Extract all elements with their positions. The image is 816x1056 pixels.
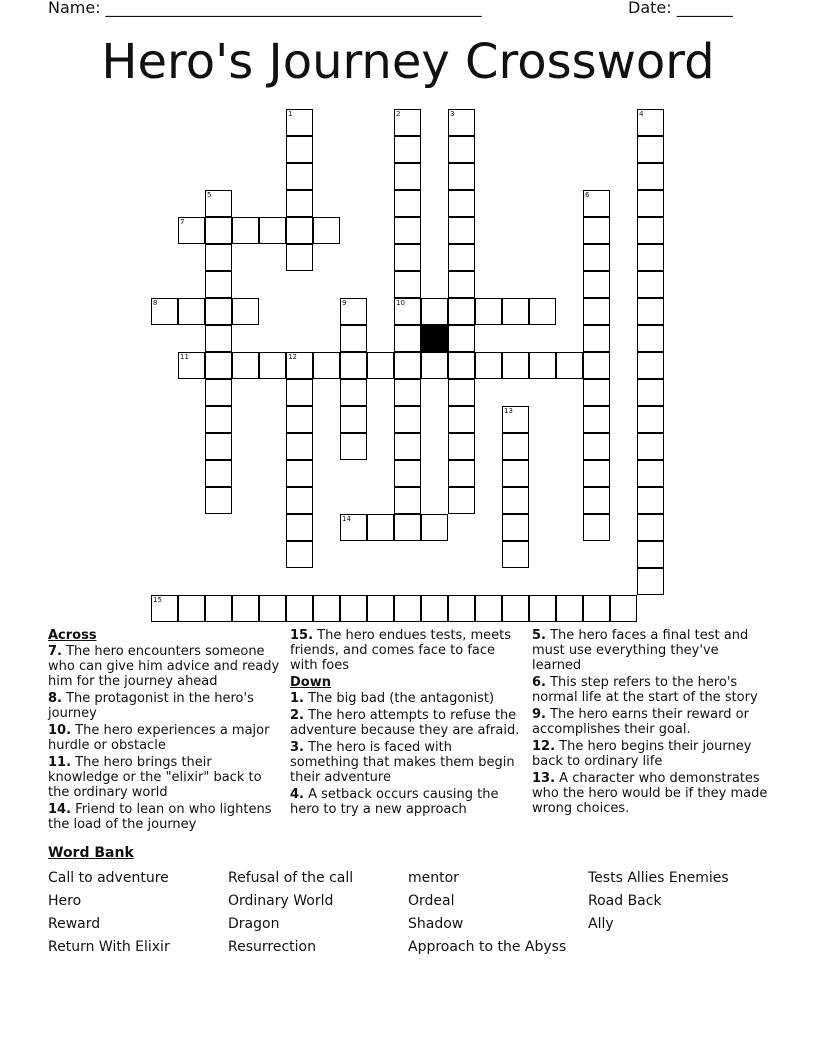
crossword-cell[interactable] (637, 298, 664, 325)
crossword-grid (151, 109, 644, 625)
clue-text: The hero endues tests, meets friends, and comes face to face with foes (290, 628, 512, 673)
crossword-cell[interactable] (637, 217, 664, 244)
crossword-cell[interactable] (205, 352, 232, 379)
crossword-cell[interactable] (205, 190, 232, 217)
word-bank-item: Ordinary World (228, 893, 334, 909)
word-bank-item: Shadow (408, 916, 464, 932)
crossword-cell[interactable] (394, 244, 421, 271)
clue-item (532, 771, 768, 816)
crossword-cell[interactable] (421, 514, 448, 541)
crossword-cell[interactable] (178, 352, 205, 379)
clue-number: 9 (342, 299, 347, 307)
clue-number: 14 (342, 515, 351, 523)
clue-text: The hero encounters someone who can give him advice and ready him for the journey ahead (48, 644, 280, 689)
clue-num: 1. (290, 691, 304, 706)
crossword-cell[interactable] (232, 217, 259, 244)
crossword-cell[interactable] (448, 136, 475, 163)
crossword-cell[interactable] (637, 109, 664, 136)
crossword-cell[interactable] (637, 487, 664, 514)
crossword-cell[interactable] (394, 163, 421, 190)
clue-number: 3 (450, 110, 455, 118)
crossword-cell[interactable] (502, 487, 529, 514)
date-field[interactable]: Date: _______ (628, 0, 733, 17)
crossword-cell[interactable] (340, 298, 367, 325)
crossword-cell[interactable] (448, 595, 475, 622)
header (48, 0, 748, 20)
clue-text: The protagonist in the hero's journey (48, 691, 254, 721)
clue-item (290, 708, 520, 738)
crossword-cell[interactable] (205, 298, 232, 325)
clue-num: 10. (48, 723, 72, 738)
crossword-cell[interactable] (340, 514, 367, 541)
clue-item (532, 707, 768, 737)
clue-text: The hero is faced with something that makes them begin their adventure (290, 740, 515, 785)
crossword-cell[interactable] (151, 298, 178, 325)
word-bank-item: Hero (48, 893, 82, 909)
word-bank-item: Resurrection (228, 939, 316, 955)
crossword-cell[interactable] (394, 298, 421, 325)
word-bank-column-3 (408, 867, 566, 959)
crossword-cell[interactable] (448, 109, 475, 136)
clue-num: 6. (532, 675, 546, 690)
crossword-cell[interactable] (475, 595, 502, 622)
clue-item (290, 691, 520, 706)
crossword-cell[interactable] (394, 487, 421, 514)
black-square (421, 325, 448, 352)
clue-item (48, 802, 284, 832)
word-bank-column-2 (228, 867, 353, 959)
clue-item (532, 739, 768, 769)
crossword-cell[interactable] (286, 163, 313, 190)
crossword-cell[interactable] (637, 163, 664, 190)
clue-num: 8. (48, 691, 62, 706)
clues-column-2 (290, 628, 520, 819)
clue-num: 2. (290, 708, 304, 723)
crossword-cell[interactable] (178, 595, 205, 622)
clue-num: 12. (532, 739, 556, 754)
clue-number: 1 (288, 110, 293, 118)
crossword-cell[interactable] (367, 514, 394, 541)
crossword-cell[interactable] (583, 460, 610, 487)
crossword-cell[interactable] (286, 244, 313, 271)
crossword-cell[interactable] (394, 325, 421, 352)
clue-num: 9. (532, 707, 546, 722)
clue-num: 14. (48, 802, 72, 817)
crossword-cell[interactable] (313, 217, 340, 244)
crossword-cell[interactable] (205, 244, 232, 271)
word-bank-item: Road Back (588, 893, 662, 909)
word-bank-item: Return With Elixir (48, 939, 170, 955)
clue-text: The hero begins their journey back to ordinary life (532, 739, 752, 769)
word-bank-item: Dragon (228, 916, 280, 932)
crossword-cell[interactable] (394, 271, 421, 298)
crossword-cell[interactable] (502, 595, 529, 622)
crossword-cell[interactable] (232, 352, 259, 379)
crossword-cell[interactable] (286, 352, 313, 379)
clue-text: The hero attempts to refuse the adventure because they are afraid. (290, 708, 520, 738)
crossword-cell[interactable] (448, 298, 475, 325)
crossword-cell[interactable] (286, 217, 313, 244)
clues-column-1 (48, 628, 284, 834)
crossword-cell[interactable] (583, 271, 610, 298)
crossword-cell[interactable] (394, 379, 421, 406)
crossword-cell[interactable] (502, 541, 529, 568)
crossword-cell[interactable] (367, 352, 394, 379)
crossword-cell[interactable] (475, 298, 502, 325)
crossword-cell[interactable] (286, 379, 313, 406)
crossword-cell[interactable] (448, 271, 475, 298)
crossword-cell[interactable] (610, 595, 637, 622)
crossword-cell[interactable] (286, 109, 313, 136)
crossword-cell[interactable] (286, 595, 313, 622)
clue-item (48, 755, 284, 800)
clue-num: 7. (48, 644, 62, 659)
crossword-cell[interactable] (529, 595, 556, 622)
crossword-cell[interactable] (556, 352, 583, 379)
crossword-cell[interactable] (313, 595, 340, 622)
crossword-cell[interactable] (259, 217, 286, 244)
crossword-cell[interactable] (583, 514, 610, 541)
word-bank-item: Ordeal (408, 893, 455, 909)
crossword-cell[interactable] (394, 460, 421, 487)
crossword-cell[interactable] (637, 514, 664, 541)
crossword-cell[interactable] (394, 136, 421, 163)
crossword-cell[interactable] (448, 244, 475, 271)
crossword-cell[interactable] (340, 352, 367, 379)
across-heading: Across (48, 628, 97, 643)
crossword-cell[interactable] (205, 325, 232, 352)
crossword-cell[interactable] (178, 217, 205, 244)
clue-number: 6 (585, 191, 590, 199)
crossword-cell[interactable] (448, 460, 475, 487)
crossword-cell[interactable] (637, 190, 664, 217)
word-bank-item: Reward (48, 916, 101, 932)
word-bank-column-1 (48, 867, 170, 959)
crossword-cell[interactable] (205, 487, 232, 514)
crossword-cell[interactable] (286, 190, 313, 217)
clue-number: 5 (207, 191, 212, 199)
crossword-cell[interactable] (394, 433, 421, 460)
word-bank-item: Call to adventure (48, 870, 169, 886)
crossword-cell[interactable] (529, 352, 556, 379)
crossword-cell[interactable] (340, 433, 367, 460)
crossword-cell[interactable] (178, 298, 205, 325)
clue-item (48, 644, 284, 689)
clue-text: A character who demonstrates who the hero would be if they made wrong choices. (532, 771, 768, 816)
name-field[interactable]: Name: _______________________________________________ (48, 0, 482, 17)
crossword-cell[interactable] (583, 325, 610, 352)
crossword-cell[interactable] (340, 595, 367, 622)
word-bank-item: Tests Allies Enemies (588, 870, 729, 886)
clue-number: 8 (153, 299, 158, 307)
clue-text: The hero faces a final test and must use everything they've learned (532, 628, 749, 673)
crossword-cell[interactable] (502, 433, 529, 460)
clue-number: 10 (396, 299, 405, 307)
crossword-cell[interactable] (394, 352, 421, 379)
clues-column-3 (532, 628, 768, 818)
clue-number: 15 (153, 596, 162, 604)
clue-text: The hero earns their reward or accomplishes their goal. (532, 707, 749, 737)
crossword-cell[interactable] (394, 190, 421, 217)
clue-num: 5. (532, 628, 546, 643)
clue-number: 7 (180, 218, 185, 226)
crossword-cell[interactable] (556, 595, 583, 622)
crossword-cell[interactable] (637, 406, 664, 433)
page-title: Hero's Journey Crossword (101, 34, 715, 90)
crossword-cell[interactable] (394, 514, 421, 541)
crossword-cell[interactable] (394, 595, 421, 622)
crossword-cell[interactable] (502, 298, 529, 325)
crossword-cell[interactable] (448, 406, 475, 433)
crossword-cell[interactable] (637, 244, 664, 271)
crossword-cell[interactable] (448, 190, 475, 217)
crossword-cell[interactable] (448, 325, 475, 352)
crossword-cell[interactable] (286, 541, 313, 568)
clue-text: The big bad (the antagonist) (303, 691, 495, 706)
clue-num: 3. (290, 740, 304, 755)
crossword-cell[interactable] (205, 379, 232, 406)
crossword-cell[interactable] (637, 433, 664, 460)
crossword-cell[interactable] (448, 217, 475, 244)
clue-item (48, 723, 284, 753)
crossword-cell[interactable] (205, 595, 232, 622)
clue-item (532, 628, 768, 673)
clue-item (290, 787, 520, 817)
clue-text: A setback occurs causing the hero to try a new approach (290, 787, 499, 817)
crossword-cell[interactable] (583, 379, 610, 406)
word-bank-heading: Word Bank (48, 845, 134, 861)
word-bank-column-4 (588, 867, 729, 936)
crossword-cell[interactable] (448, 379, 475, 406)
clue-number: 13 (504, 407, 513, 415)
crossword-cell[interactable] (637, 136, 664, 163)
crossword-cell[interactable] (637, 271, 664, 298)
crossword-cell[interactable] (583, 433, 610, 460)
crossword-cell[interactable] (286, 487, 313, 514)
crossword-cell[interactable] (583, 190, 610, 217)
clue-num: 15. (290, 628, 314, 643)
crossword-cell[interactable] (637, 541, 664, 568)
clue-number: 4 (639, 110, 644, 118)
crossword-cell[interactable] (421, 352, 448, 379)
crossword-cell[interactable] (394, 109, 421, 136)
crossword-cell[interactable] (448, 163, 475, 190)
crossword-cell[interactable] (232, 595, 259, 622)
crossword-cell[interactable] (502, 514, 529, 541)
clue-text: The hero experiences a major hurdle or obstacle (48, 723, 270, 753)
clue-text: The hero brings their knowledge or the "elixir" back to the ordinary world (48, 755, 262, 800)
crossword-cell[interactable] (394, 217, 421, 244)
down-heading: Down (290, 675, 331, 690)
clue-number: 2 (396, 110, 401, 118)
crossword-cell[interactable] (286, 460, 313, 487)
clue-number: 12 (288, 353, 297, 361)
clue-num: 13. (532, 771, 556, 786)
clue-item (290, 628, 520, 673)
crossword-cell[interactable] (583, 244, 610, 271)
word-bank-item: Approach to the Abyss (408, 939, 567, 955)
crossword-cell[interactable] (340, 406, 367, 433)
crossword-cell[interactable] (637, 325, 664, 352)
clue-num: 11. (48, 755, 72, 770)
crossword-cell[interactable] (259, 352, 286, 379)
crossword-cell[interactable] (502, 460, 529, 487)
crossword-cell[interactable] (205, 460, 232, 487)
crossword-cell[interactable] (421, 298, 448, 325)
crossword-cell[interactable] (583, 352, 610, 379)
crossword-cell[interactable] (529, 298, 556, 325)
clue-text: Friend to lean on who lightens the load of the journey (48, 802, 272, 832)
word-bank-item: Refusal of the call (228, 870, 354, 886)
crossword-cell[interactable] (259, 595, 286, 622)
crossword-cell[interactable] (205, 406, 232, 433)
crossword-cell[interactable] (502, 406, 529, 433)
crossword-cell[interactable] (448, 487, 475, 514)
crossword-cell[interactable] (502, 352, 529, 379)
crossword-cell[interactable] (421, 595, 448, 622)
crossword-cell[interactable] (448, 352, 475, 379)
word-bank-item: Ally (588, 916, 614, 932)
clue-text: This step refers to the hero's normal life at the start of the story (532, 675, 758, 705)
crossword-cell[interactable] (637, 352, 664, 379)
crossword-cell[interactable] (637, 379, 664, 406)
crossword-cell[interactable] (232, 298, 259, 325)
clue-number: 11 (180, 353, 189, 361)
crossword-cell[interactable] (151, 595, 178, 622)
crossword-cell[interactable] (475, 352, 502, 379)
crossword-cell[interactable] (448, 433, 475, 460)
word-bank-item: mentor (408, 870, 459, 886)
crossword-cell[interactable] (583, 298, 610, 325)
clue-item (532, 675, 768, 705)
crossword-cell[interactable] (286, 136, 313, 163)
crossword-cell[interactable] (205, 433, 232, 460)
crossword-cell[interactable] (394, 406, 421, 433)
clue-item (290, 740, 520, 785)
crossword-cell[interactable] (286, 514, 313, 541)
clue-num: 4. (290, 787, 304, 802)
crossword-cell[interactable] (340, 379, 367, 406)
crossword-cell[interactable] (637, 568, 664, 595)
crossword-cell[interactable] (286, 433, 313, 460)
crossword-cell[interactable] (205, 271, 232, 298)
crossword-cell[interactable] (205, 217, 232, 244)
crossword-cell[interactable] (583, 595, 610, 622)
crossword-cell[interactable] (637, 460, 664, 487)
crossword-cell[interactable] (313, 352, 340, 379)
crossword-cell[interactable] (583, 217, 610, 244)
crossword-cell[interactable] (340, 325, 367, 352)
crossword-cell[interactable] (583, 487, 610, 514)
clue-item (48, 691, 284, 721)
crossword-cell[interactable] (286, 406, 313, 433)
crossword-cell[interactable] (367, 595, 394, 622)
crossword-cell[interactable] (583, 406, 610, 433)
